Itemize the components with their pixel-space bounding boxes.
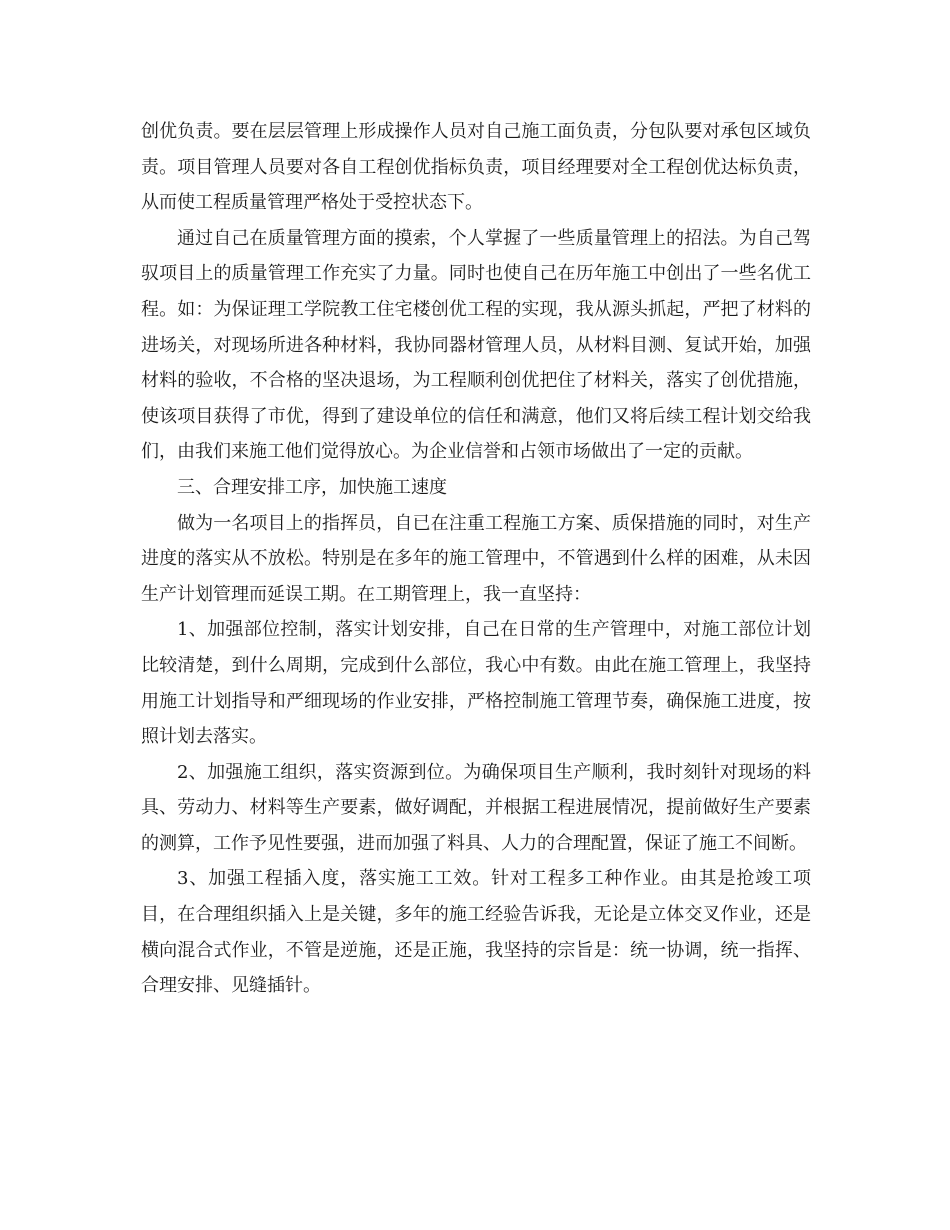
list-item-3: 3、加强工程插入度，落实施工工效。针对工程多工种作业。由其是抢竣工项目，在合理组织插入上是关键，多年的施工经验告诉我，无论是立体交叉作业，还是横向混合式作业，不管是逆施，还是正施，我坚持的宗旨是：统一协调，统一指挥、合理安排、见缝插针。 xyxy=(141,868,811,997)
paragraph-1: 创优负责。要在层层管理上形成操作人员对自己施工面负责，分包队要对承包区域负责。项目管理人员要对各自工程创优指标负责，项目经理要对全工程创优达标负责，从而使工程质量管理严格处于受控状态下。 xyxy=(141,121,811,214)
list-item-1: 1、加强部位控制，落实计划安排，自己在日常的生产管理中，对施工部位计划比较清楚，到什么周期，完成到什么部位，我心中有数。由此在施工管理上，我坚持用施工计划指导和严细现场的作业安排，严格控制施工管理节奏，确保施工进度，按照计划去落实。 xyxy=(141,619,811,748)
paragraph-3: 做为一名项目上的指挥员，自已在注重工程施工方案、质保措施的同时，对生产进度的落实从不放松。特别是在多年的施工管理中，不管遇到什么样的困难，从未因生产计划管理而延误工期。在工期管理上，我一直坚持： xyxy=(141,512,811,605)
paragraph-2: 通过自己在质量管理方面的摸索，个人掌握了一些质量管理上的招法。为自己驾驭项目上的质量管理工作充实了力量。同时也使自己在历年施工中创出了一些名优工程。如：为保证理工学院教工住宅楼创优工程的实现，我从源头抓起，严把了材料的进场关，对现场所进各种材料，我协同器材管理人员，从材料目测、复试开始，加强材料的验收，不合格的坚决退场，为工程顺利创优把住了材料关，落实了创优措施，使该项目获得了市优，得到了建设单位的信任和满意，他们又将后续工程计划交给我们，由我们来施工他们觉得放心。为企业信誉和占领市场做出了一定的贡献。 xyxy=(141,227,811,463)
document-body xyxy=(141,114,811,1004)
list-item-2: 2、加强施工组织，落实资源到位。为确保项目生产顺利，我时刻针对现场的料具、劳动力、材料等生产要素，做好调配，并根据工程进展情况，提前做好生产要素的测算，工作予见性要强，进而加强了料具、人力的合理配置，保证了施工不间断。 xyxy=(141,761,811,854)
section-heading: 三、合理安排工序，加快施工速度 xyxy=(177,476,447,498)
